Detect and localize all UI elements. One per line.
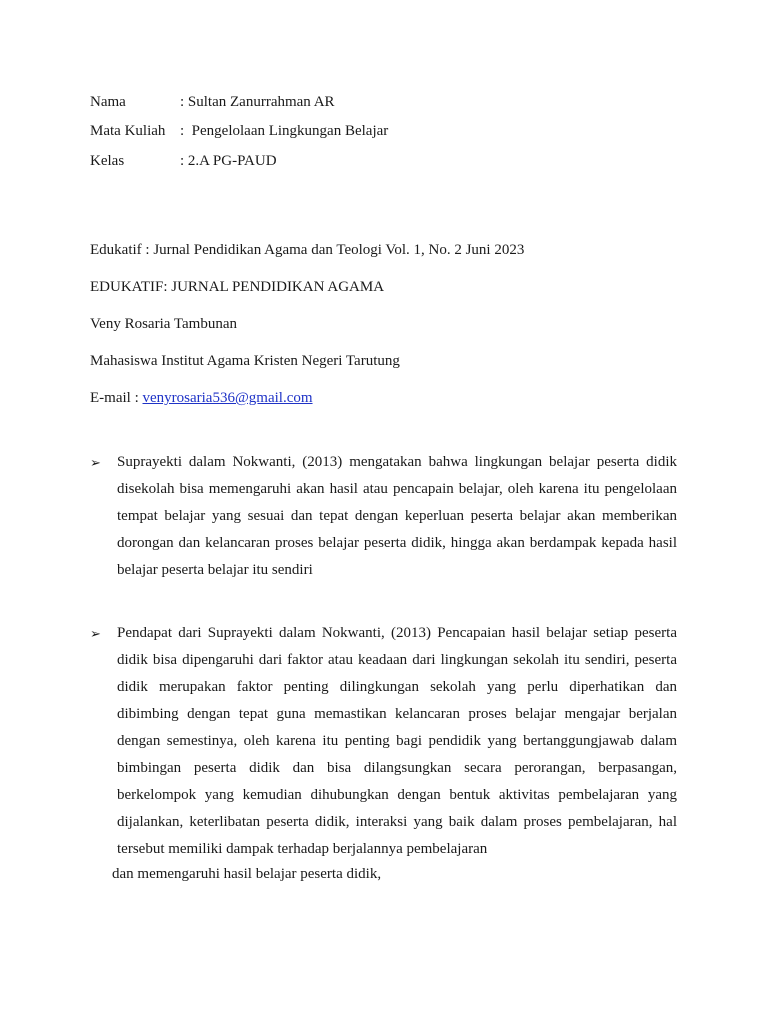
class-separator: : bbox=[180, 153, 188, 169]
point-2-line: didik bisa dipengaruhi dari faktor atau keadaan dari lingkungan sekolah itu sendiri, peserta bbox=[117, 652, 677, 668]
course-separator: : bbox=[180, 123, 192, 139]
journal-citation: Edukatif : Jurnal Pendidikan Agama dan Teologi Vol. 1, No. 2 Juni 2023 bbox=[90, 242, 525, 258]
email-link[interactable]: venyrosaria536@gmail.com bbox=[142, 390, 313, 406]
course-value bbox=[180, 122, 388, 140]
name-label: Nama bbox=[90, 94, 126, 110]
point-2-line: berkelompok yang kemudian dihubungkan dengan bentuk aktivitas pembelajaran yang bbox=[117, 787, 677, 803]
point-2-line: bimbingan peserta didik dan bisa dilangsungkan secara perorangan, berpasangan, bbox=[117, 760, 677, 776]
class-value bbox=[180, 152, 277, 170]
email-label: E-mail : bbox=[90, 390, 143, 406]
point-1-line: tempat belajar yang sesuai dan tepat dengan keperluan peserta belajar akan memberikan bbox=[117, 508, 677, 524]
point-1-line: belajar peserta belajar itu sendiri bbox=[117, 562, 313, 578]
point-2-line: Pendapat dari Suprayekti dalam Nokwanti, (2013) Pencapaian hasil belajar setiap peserta bbox=[117, 625, 677, 641]
point-1-line: dorongan dan kelancaran proses belajar peserta didik, hingga akan berdampak kepada hasil bbox=[117, 535, 677, 551]
point-2-text bbox=[117, 620, 677, 863]
point-2-continuation: dan memengaruhi hasil belajar peserta didik, bbox=[112, 866, 382, 882]
name-separator: : bbox=[180, 94, 188, 110]
point-2-line: dibimbing dengan tepat guna memastikan kelancaran proses belajar mengajar berjalan bbox=[117, 706, 677, 722]
name-value bbox=[180, 93, 335, 111]
arrow-bullet-icon: ➢ bbox=[90, 455, 101, 470]
point-1-line: disekolah bisa memengaruhi akan hasil atau pencapain belajar, oleh karena itu pengelolaan bbox=[117, 481, 677, 497]
point-2-line: dengan semestinya, oleh karena itu penting bagi pendidik yang bertanggungjawab dalam bbox=[117, 733, 677, 749]
class-label: Kelas bbox=[90, 153, 125, 169]
name-text: Sultan Zanurrahman AR bbox=[187, 94, 335, 110]
course-label: Mata Kuliah bbox=[90, 123, 166, 139]
email-line bbox=[90, 389, 313, 407]
point-2-line: tersebut memiliki dampak terhadap berjalannya pembelajaran bbox=[117, 841, 488, 857]
journal-title: EDUKATIF: JURNAL PENDIDIKAN AGAMA bbox=[90, 279, 385, 295]
point-2-line: dijalankan, keterlibatan peserta didik, interaksi yang baik dalam proses pembelajaran, hal bbox=[117, 814, 677, 830]
point-1-text bbox=[117, 449, 677, 584]
point-2-line: didik merupakan faktor penting dilingkungan sekolah yang perlu diperhatikan dan bbox=[117, 679, 677, 695]
author-affiliation: Mahasiswa Institut Agama Kristen Negeri Tarutung bbox=[90, 353, 400, 369]
point-1-line: Suprayekti dalam Nokwanti, (2013) mengatakan bahwa lingkungan belajar peserta didik bbox=[117, 454, 677, 470]
class-text: 2.A PG-PAUD bbox=[187, 153, 277, 169]
arrow-bullet-icon: ➢ bbox=[90, 626, 101, 641]
course-text: Pengelolaan Lingkungan Belajar bbox=[191, 123, 389, 139]
author-name: Veny Rosaria Tambunan bbox=[90, 316, 237, 332]
